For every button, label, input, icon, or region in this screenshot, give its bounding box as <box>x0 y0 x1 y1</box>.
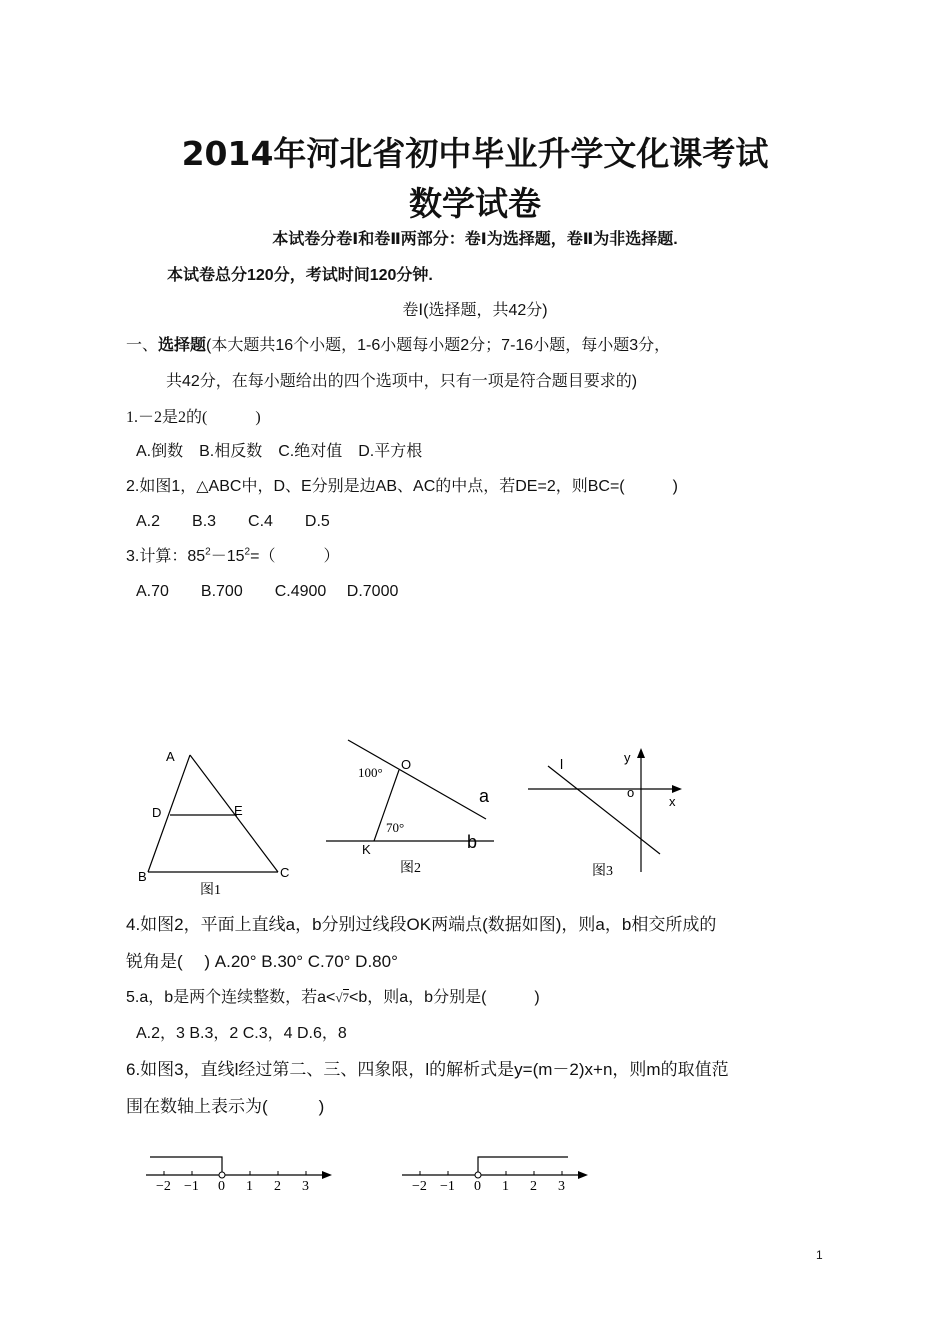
q3-sup-1: 2 <box>205 546 211 558</box>
tick-label: 0 <box>474 1179 481 1194</box>
figure-3-coordinate <box>520 744 690 889</box>
question-6-text: 6.如图3，直线l经过第二、三、四象限，l的解析式是y=(m－2)x+n，则m的取值范 <box>126 1060 729 1079</box>
question-5-options: A.2，3 B.3，2 C.3，4 D.6，8 <box>136 1025 347 1042</box>
label-line-b: b <box>467 832 478 852</box>
tick-label: 1 <box>502 1179 509 1194</box>
label-o: O <box>401 757 412 772</box>
tick-label: 1 <box>246 1179 253 1194</box>
question-4-options: 锐角是( ) A.20° B.30° C.70° D.80° <box>126 952 398 971</box>
question-2-text: 2.如图1，△ABC中，D、E分别是边AB、AC的中点，若DE=2，则BC=( ) <box>126 478 678 495</box>
section-prefix: 一、 <box>126 337 159 354</box>
angle-100: 100° <box>358 765 383 780</box>
question-3-options: A.70 B.700 C.4900 D.7000 <box>136 583 399 600</box>
tick-label: 0 <box>218 1179 225 1194</box>
section-desc-1: (本大题共16个小题，1-6小题每小题2分；7-16小题，每小题3分， <box>206 337 671 354</box>
figure-1-triangle <box>130 740 300 900</box>
q5-radicand: 7 <box>342 990 350 1005</box>
q5-suffix: <b，则a，b分别是( ) <box>349 989 540 1006</box>
tick-label: 3 <box>558 1179 565 1194</box>
line-l <box>548 766 660 854</box>
exam-title: 2014年河北省初中毕业升学文化课考试 <box>181 134 769 173</box>
question-1-text: 1.－2是2的( ) <box>126 409 261 426</box>
q3-suffix: =（ ） <box>250 548 340 565</box>
figure-2-lines <box>318 734 508 884</box>
tick-label: −2 <box>156 1179 171 1194</box>
tick-label: −1 <box>184 1179 199 1194</box>
open-point <box>475 1172 481 1178</box>
exam-note-1: 本试卷分卷Ⅰ和卷Ⅱ两部分：卷Ⅰ为选择题，卷Ⅱ为非选择题. <box>272 231 678 248</box>
page-number: 1 <box>816 1248 823 1262</box>
section-heading: 卷Ⅰ(选择题，共42分) <box>402 302 548 319</box>
label-c: C <box>280 865 290 880</box>
label-x: x <box>669 794 676 809</box>
number-line-2 <box>396 1150 596 1195</box>
label-y: y <box>624 750 631 765</box>
section-label: 选择题 <box>158 337 207 354</box>
label-line-a: a <box>479 786 490 806</box>
section-desc-2: 共42分，在每小题给出的四个选项中，只有一项是符合题目要求的) <box>166 373 638 390</box>
range-bracket <box>478 1157 568 1175</box>
question-5-text <box>126 984 540 1007</box>
label-a: A <box>166 749 175 764</box>
q3-sup-2: 2 <box>244 546 251 558</box>
q3-mid: －15 <box>210 548 245 565</box>
range-bracket <box>150 1157 222 1175</box>
open-point <box>219 1172 225 1178</box>
angle-70: 70° <box>386 820 405 835</box>
tick-label: 2 <box>274 1179 281 1194</box>
exam-note-2: 本试卷总分120分，考试时间120分钟. <box>167 267 433 284</box>
x-axis-arrow-icon <box>672 785 682 793</box>
question-2-options: A.2 B.3 C.4 D.5 <box>136 513 330 530</box>
section-intro <box>126 332 670 355</box>
label-e: E <box>234 803 243 818</box>
y-axis-arrow-icon <box>637 748 645 758</box>
tick-label: −1 <box>440 1179 455 1194</box>
exam-subtitle: 数学试卷 <box>409 184 541 223</box>
question-6-text-2: 围在数轴上表示为( ) <box>126 1097 325 1116</box>
label-l: l <box>560 756 564 772</box>
tick-label: −2 <box>412 1179 427 1194</box>
q3-prefix: 3.计算：85 <box>126 548 206 565</box>
label-d: D <box>152 805 162 820</box>
axis-arrow-icon <box>322 1171 332 1179</box>
figure-3-caption: 图3 <box>592 864 613 879</box>
label-origin: o <box>627 785 635 800</box>
question-3-text <box>126 543 339 566</box>
label-k: K <box>362 842 371 857</box>
q5-prefix: 5.a，b是两个连续整数，若a< <box>126 989 336 1006</box>
question-1-options: A.倒数 B.相反数 C.绝对值 D.平方根 <box>136 443 423 460</box>
sqrt-icon: √ <box>335 990 343 1005</box>
label-b: B <box>138 869 147 884</box>
number-line-1 <box>140 1150 340 1195</box>
figure-1-caption: 图1 <box>200 883 221 898</box>
tick-label: 2 <box>530 1179 537 1194</box>
axis-arrow-icon <box>578 1171 588 1179</box>
question-4-text: 4.如图2，平面上直线a，b分别过线段OK两端点(数据如图)，则a，b相交所成的 <box>126 915 717 934</box>
tick-label: 3 <box>302 1179 309 1194</box>
figure-2-caption: 图2 <box>400 861 421 876</box>
